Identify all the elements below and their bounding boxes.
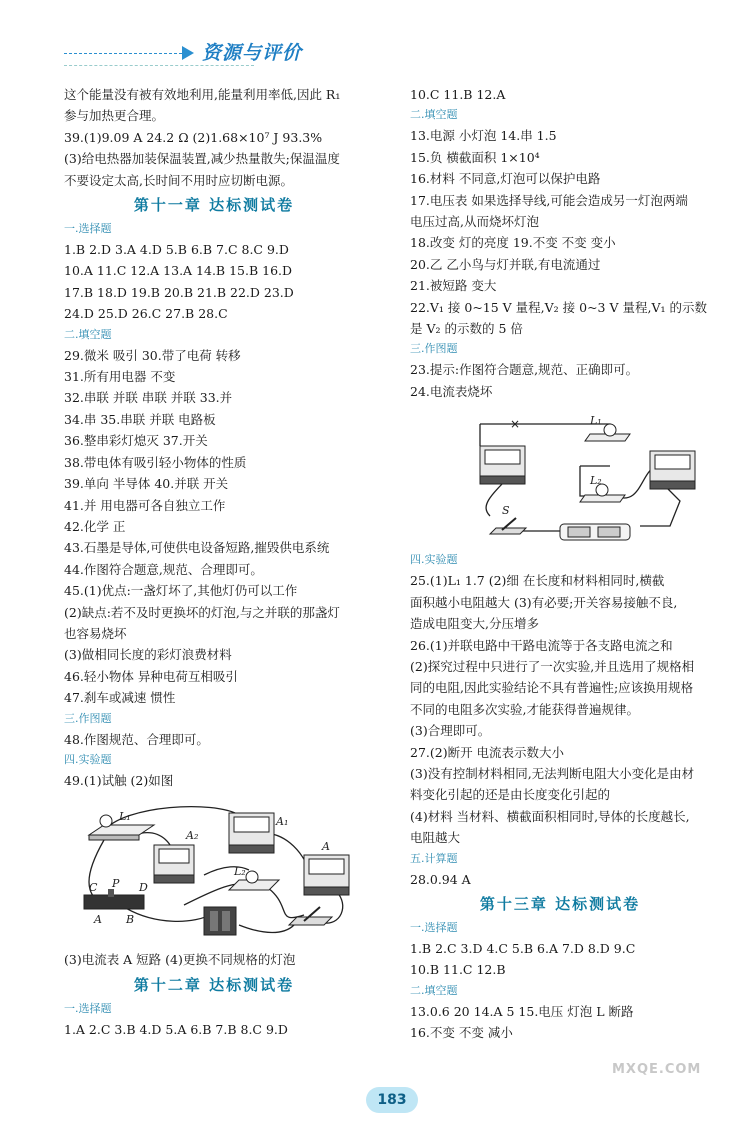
- answer-line: 17.B 18.D 19.B 20.B 21.B 22.D 23.D: [64, 284, 294, 300]
- answer-line: 21.被短路 变大: [410, 278, 497, 294]
- ammeter-a: [304, 855, 349, 895]
- answer-line: 15.负 横截面积 1×10⁴: [410, 149, 540, 165]
- answer-line: 48.作图规范、合理即可。: [64, 731, 209, 747]
- answer-line: 31.所有用电器 不变: [64, 369, 176, 385]
- answer-line: 32.串联 并联 串联 并联 33.并: [64, 390, 233, 406]
- battery-box: [560, 524, 630, 540]
- section-heading: 一.选择题: [64, 222, 112, 236]
- left-column: [64, 84, 364, 1040]
- lamp-l2: [580, 484, 625, 502]
- answer-line: 面积越小电阻越大 (3)有必要;开关容易接触不良,: [410, 594, 678, 610]
- answer-line: (3)电流表 A 短路 (4)更换不同规格的灯泡: [64, 952, 296, 968]
- header-title: 资源与评价: [202, 42, 303, 64]
- answer-line: (2)探究过程中只进行了一次实验,并且选用了规格相: [410, 658, 695, 674]
- section-heading: 五.计算题: [410, 851, 458, 865]
- label-c: C: [89, 881, 98, 895]
- answer-line: 44.作图符合题意,规范、合理即可。: [64, 561, 263, 577]
- voltmeter-right: [650, 451, 695, 489]
- chapter-heading: 第十二章 达标测试卷: [133, 975, 295, 994]
- section-heading: 三.作图题: [410, 342, 458, 356]
- answer-line: 1.A 2.C 3.B 4.D 5.A 6.B 7.B 8.C 9.D: [64, 1021, 288, 1037]
- section-heading: 四.实验题: [64, 752, 112, 766]
- answer-line: 38.带电体有吸引轻小物体的性质: [64, 454, 247, 470]
- section-heading: 一.选择题: [64, 1001, 112, 1015]
- answer-line: 41.并 用电器可各自独立工作: [64, 497, 226, 513]
- label-aa: A: [94, 913, 102, 927]
- answer-line: 10.A 11.C 12.A 13.A 14.B 15.B 16.D: [64, 263, 293, 279]
- answer-line: 22.V₁ 接 0~15 V 量程,V₂ 接 0~3 V 量程,V₁ 的示数: [410, 299, 707, 315]
- label-d: D: [139, 881, 148, 895]
- text-line: (3)给电热器加装保温装置,减少热量散失;保温温度: [64, 151, 340, 167]
- answer-line: 34.串 35.串联 并联 电路板: [64, 411, 216, 427]
- answer-line: 24.电流表烧坏: [410, 383, 493, 399]
- text-line: 39.(1)9.09 A 24.2 Ω (2)1.68×10⁷ J 93.3%: [64, 129, 323, 145]
- answer-line: 电阻越大: [410, 830, 461, 846]
- answer-line: (2)缺点:若不及时更换坏的灯泡,与之并联的那盏灯: [64, 604, 340, 620]
- section-heading: 四.实验题: [410, 553, 458, 567]
- section-heading: 一.选择题: [410, 920, 458, 934]
- answer-line: 23.提示:作图符合题意,规范、正确即可。: [410, 362, 639, 378]
- circuit-diagram: [450, 406, 710, 546]
- label-l2: L₂: [234, 865, 246, 879]
- text-line: 这个能量没有被有效地利用,能量利用率低,因此 R₁: [64, 87, 341, 102]
- answer-line: 10.C 11.B 12.A: [410, 87, 506, 102]
- answer-line: 料变化引起的还是由长度变化引起的: [410, 787, 611, 803]
- label-a: A: [322, 840, 330, 854]
- text-line: 参与加热更合理。: [64, 108, 165, 124]
- answer-line: 29.微米 吸引 30.带了电荷 转移: [64, 347, 241, 363]
- answer-line: 46.轻小物体 异种电荷互相吸引: [64, 668, 238, 684]
- answer-line: 42.化学 正: [64, 518, 126, 534]
- chapter-heading: 第十一章 达标测试卷: [133, 196, 295, 215]
- answer-line: 49.(1)试触 (2)如图: [64, 772, 174, 788]
- answer-line: 也容易烧坏: [64, 625, 127, 641]
- battery: [204, 907, 236, 935]
- voltmeter-left: [480, 446, 525, 484]
- switch: [289, 907, 332, 925]
- section-heading: 三.作图题: [64, 711, 112, 725]
- answer-line: 16.材料 不同意,灯泡可以保护电路: [410, 171, 601, 187]
- answer-line: (3)没有控制材料相同,无法判断电阻大小变化是由材: [410, 765, 695, 781]
- answer-line: 39.单向 半导体 40.并联 开关: [64, 476, 229, 492]
- ammeter-a1: [229, 813, 274, 853]
- circuit-figure-49: [64, 795, 364, 945]
- answer-line: 20.乙 乙小鸟与灯并联,有电流通过: [410, 256, 601, 272]
- ammeter-a2: [154, 845, 194, 883]
- answer-line: 17.电压表 如果选择导线,可能会造成另一灯泡两端: [410, 192, 688, 208]
- answer-line: 27.(2)断开 电流表示数大小: [410, 744, 565, 760]
- answer-line: (3)合理即可。: [410, 723, 491, 739]
- switch-s: [490, 518, 526, 534]
- label-l2: L₂: [590, 474, 602, 488]
- answer-line: 1.B 2.D 3.A 4.D 5.B 6.B 7.C 8.C 9.D: [64, 242, 289, 258]
- label-b: B: [126, 913, 135, 927]
- answer-line: 不同的电阻多次实验,才能获得普遍规律。: [410, 701, 639, 717]
- answer-line: 16.不变 不变 减小: [410, 1025, 513, 1041]
- answer-line: 36.整串彩灯熄灭 37.开关: [64, 433, 208, 449]
- answer-line: (3)做相同长度的彩灯浪费材料: [64, 647, 232, 663]
- answer-line: 25.(1)L₁ 1.7 (2)细 在长度和材料相同时,横截: [410, 573, 665, 589]
- answer-line: 43.石墨是导体,可使供电设备短路,摧毁供电系统: [64, 540, 330, 556]
- cross-mark: ×: [510, 417, 521, 432]
- right-column: [410, 84, 710, 1044]
- answer-line: 24.D 25.D 26.C 27.B 28.C: [64, 306, 228, 322]
- answer-line: 28.0.94 A: [410, 871, 471, 887]
- label-a1: A₁: [276, 815, 289, 829]
- circuit-figure-24: [450, 406, 750, 546]
- chapter-heading: 第十三章 达标测试卷: [479, 894, 641, 913]
- label-p: P: [112, 877, 120, 891]
- page-header: [64, 36, 303, 66]
- section-heading: 二.填空题: [64, 327, 112, 341]
- answer-line: 是 V₂ 的示数的 5 倍: [410, 321, 523, 337]
- answer-line: 13.电源 小灯泡 14.串 1.5: [410, 128, 557, 144]
- section-heading: 二.填空题: [410, 108, 458, 122]
- answer-line: (4)材料 当材料、横截面积相同时,导体的长度越长,: [410, 808, 690, 824]
- answer-line: 45.(1)优点:一盏灯坏了,其他灯仍可以工作: [64, 583, 298, 599]
- label-l1: L₁: [590, 414, 602, 428]
- answer-line: 10.B 11.C 12.B: [410, 962, 506, 978]
- header-underline: [64, 65, 254, 66]
- answer-line: 1.B 2.C 3.D 4.C 5.B 6.A 7.D 8.D 9.C: [410, 940, 636, 956]
- header-dashed-line: [64, 53, 192, 54]
- circuit-diagram: [64, 795, 364, 945]
- watermark: MXQE.COM: [612, 1062, 702, 1077]
- label-a2: A₂: [186, 829, 199, 843]
- section-heading: 二.填空题: [410, 983, 458, 997]
- answer-line: 同的电阻,因此实验结论不具有普遍性;应该换用规格: [410, 680, 694, 696]
- label-s: S: [502, 504, 510, 518]
- answer-line: 26.(1)并联电路中干路电流等于各支路电流之和: [410, 637, 673, 653]
- arrow-icon: [182, 46, 194, 60]
- answer-line: 13.0.6 20 14.A 5 15.电压 灯泡 L 断路: [410, 1003, 634, 1019]
- text-line: 不要设定太高,长时间不用时应切断电源。: [64, 172, 293, 188]
- answer-line: 47.刹车或减速 惯性: [64, 690, 176, 706]
- answer-line: 18.改变 灯的亮度 19.不变 不变 变小: [410, 235, 616, 251]
- answer-line: 电压过高,从而烧坏灯泡: [410, 214, 539, 230]
- page-number: 183: [366, 1087, 418, 1113]
- label-l1: L₁: [119, 810, 131, 824]
- answer-line: 造成电阻变大,分压增多: [410, 616, 539, 632]
